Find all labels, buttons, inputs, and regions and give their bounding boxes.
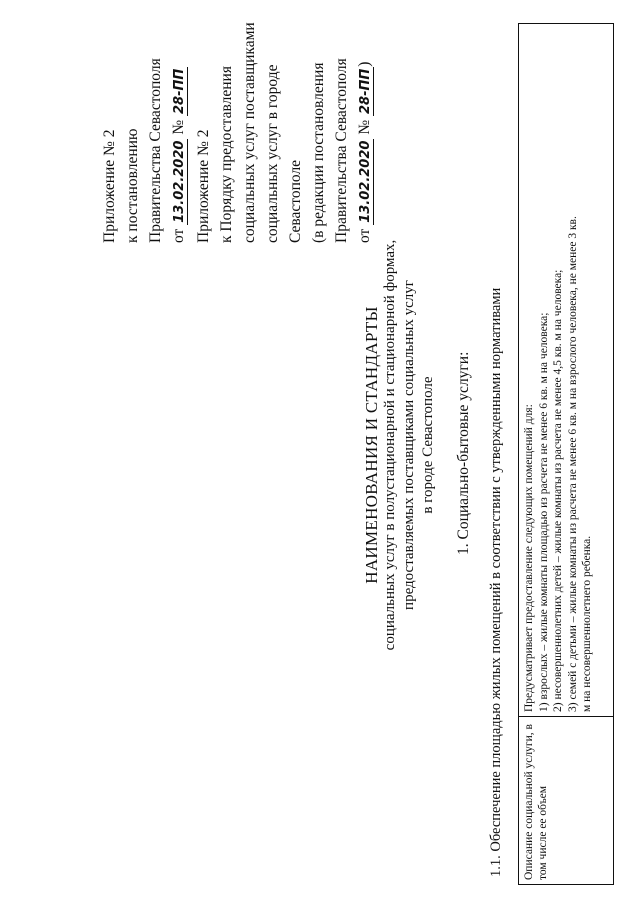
document-title	[362, 165, 438, 725]
appendix-procedure-line5: Севастополе	[287, 159, 304, 243]
description-line: Предусматривает предоставление следующих помещений для:	[523, 404, 535, 712]
section-heading: 1. Социально-бытовые услуги:	[455, 351, 472, 555]
title-line3: предоставляемых поставщиками социальных услуг	[401, 280, 417, 610]
appendix-main-line3: Правительства Севастополя	[147, 58, 164, 243]
table-label-cell: Описание социальной услуги, в том числе ее объем	[519, 716, 613, 884]
description-line: 3) семей с детьми – жилые комнаты из расчета не менее 6 кв. м на взрослого человека, не менее 3 кв.	[566, 216, 579, 712]
title-line4: в городе Севастополе	[420, 376, 436, 514]
subsection-heading: 1.1. Обеспечение площадью жилых помещений в соответствии с утвержденными нормативами	[488, 287, 504, 877]
title-heading: НАИМЕНОВАНИЯ И СТАНДАРТЫ	[362, 306, 381, 584]
appendix-procedure-date-prefix: от	[356, 228, 373, 243]
table-description-cell	[519, 24, 619, 716]
description-line: 2) несовершеннолетних детей – жилые комнаты из расчета не менее 4,5 кв. м на человека;	[552, 269, 564, 712]
appendix-procedure-num: 28-ПП	[358, 68, 373, 114]
appendix-procedure-line3: социальных услуг поставщиками	[241, 22, 258, 243]
appendix-main-date: 13.02.2020	[172, 140, 187, 223]
appendix-main-block	[98, 58, 191, 243]
appendix-procedure-close: )	[356, 61, 373, 67]
appendix-procedure-block	[192, 22, 377, 243]
appendix-procedure-date: 13.02.2020	[358, 140, 373, 223]
appendix-procedure-line4: социальных услуг в городе	[264, 64, 281, 243]
appendix-main-num-prefix: №	[170, 119, 187, 135]
service-table	[518, 23, 614, 885]
appendix-main-line1: Приложение № 2	[101, 129, 118, 243]
appendix-procedure-line6: (в редакции постановления	[310, 62, 327, 243]
appendix-procedure-num-prefix: №	[356, 119, 373, 135]
appendix-main-date-line	[167, 58, 191, 243]
description-line: м на несовершеннолетнего ребенка.	[581, 535, 593, 712]
description-line: 1) взрослых – жилые комнаты площадью из расчета не менее 6 кв. м на человека;	[537, 312, 550, 712]
appendix-main-date-prefix: от	[170, 228, 187, 243]
appendix-procedure-line2: к Порядку предоставления	[218, 66, 235, 243]
appendix-main-num: 28-ПП	[172, 68, 187, 114]
title-line2: социальных услуг в полустационарной и стационарной формах,	[382, 239, 398, 651]
appendix-main-line2: к постановлению	[124, 128, 141, 243]
appendix-procedure-line7: Правительства Севастополя	[333, 58, 350, 243]
appendix-procedure-line1: Приложение № 2	[195, 129, 212, 243]
